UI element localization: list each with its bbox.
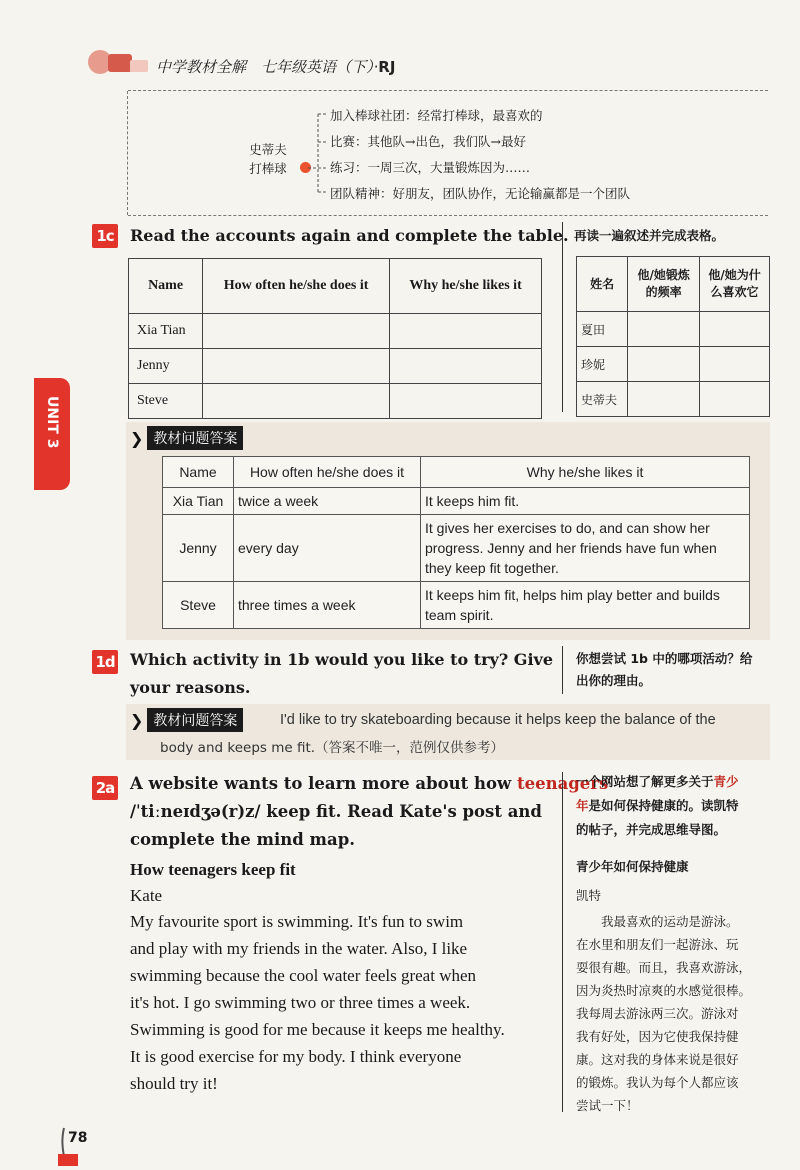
post-body <box>130 908 505 1097</box>
instruction-2a-cn-line3: 的帖子，并完成思维导图。 <box>576 822 727 837</box>
table-header: How often he/she does it <box>203 259 390 314</box>
blank-cell[interactable] <box>628 382 700 417</box>
post-body-cn <box>576 910 751 1117</box>
table-header: 他/她锻炼的频率 <box>628 257 700 312</box>
mind-map-branch: 团队精神：好朋友，团队协作，无论输赢都是一个团队 <box>330 186 631 201</box>
post-line-cn: 耍很有趣。而且，我喜欢游泳， <box>576 960 752 975</box>
table-header: Why he/she likes it <box>421 457 750 488</box>
post-line: should try it! <box>130 1074 218 1093</box>
table-cell: Xia Tian <box>129 314 203 349</box>
table-row <box>129 349 542 384</box>
table-cell: Jenny <box>129 349 203 384</box>
table-cell: three times a week <box>234 582 421 629</box>
table-header: Why he/she likes it <box>390 259 542 314</box>
question-1d-cn-line1: 你想尝试 1b 中的哪项活动？给 <box>576 651 753 666</box>
mind-map-branch: 练习：一周三次，大量锻炼因为…… <box>330 160 531 175</box>
instruction-2a-line1: A website wants to learn more about how <box>130 774 517 793</box>
table-header: Name <box>129 259 203 314</box>
mind-map-center <box>238 140 298 178</box>
column-divider <box>562 222 563 412</box>
instruction-2a-cn-line2: 是如何保持健康的。读凯特 <box>588 798 739 813</box>
exercise-table-1c <box>128 258 542 419</box>
post-line-cn: 康。这对我的身体来说是很好 <box>576 1052 739 1067</box>
post-line-cn: 在水里和朋友们一起游泳、玩 <box>576 937 739 952</box>
post-line: Swimming is good for me because it keeps me healthy. <box>130 1020 505 1039</box>
post-author-cn: 凯特 <box>576 888 602 903</box>
question-1d-cn <box>576 648 752 692</box>
blank-cell[interactable] <box>203 349 390 384</box>
page-number: 78 <box>68 1130 88 1146</box>
instruction-2a-cn <box>576 770 739 842</box>
table-row <box>163 582 750 629</box>
instruction-2a <box>130 770 608 854</box>
table-row <box>163 515 750 582</box>
question-1d-line2: your reasons. <box>130 678 251 697</box>
highlight-word: 年 <box>576 798 589 813</box>
post-line-cn: 我每周去游泳两三次。游泳对 <box>576 1006 739 1021</box>
section-tag-1c: 1c <box>92 224 118 248</box>
blank-cell[interactable] <box>700 347 770 382</box>
highlight-word: 青少 <box>713 774 739 789</box>
post-line: and play with my friends in the water. Also, I like <box>130 939 468 958</box>
table-row <box>577 382 770 417</box>
table-cell: Xia Tian <box>163 488 234 515</box>
post-author: Kate <box>130 886 163 905</box>
blank-cell[interactable] <box>700 382 770 417</box>
blank-cell[interactable] <box>203 384 390 419</box>
mind-map-branch: 加入棒球社团：经常打棒球，最喜欢的 <box>330 108 543 123</box>
column-divider <box>562 646 563 694</box>
table-cell: every day <box>234 515 421 582</box>
table-header: How often he/she does it <box>234 457 421 488</box>
answer-label-1c <box>130 426 243 450</box>
table-cell: twice a week <box>234 488 421 515</box>
post-line: swimming because the cool water feels great when <box>130 966 477 985</box>
post-line-cn: 尝试一下！ <box>576 1098 639 1113</box>
post-line: It is good exercise for my body. I think everyone <box>130 1047 462 1066</box>
section-tag-2a: 2a <box>92 776 118 800</box>
answer-1d-line2: body and keeps me fit.（答案不唯一，范例仅供参考） <box>160 740 505 756</box>
table-header: 他/她为什么喜欢它 <box>700 257 770 312</box>
answer-table-1c <box>162 456 750 629</box>
answer-1d-line1: I'd like to try skateboarding because it helps keep the balance of the <box>280 712 716 728</box>
answer-tag: 教材问题答案 <box>147 708 243 732</box>
column-divider <box>562 772 563 1112</box>
question-1d <box>130 646 553 702</box>
mind-map-bracket <box>306 104 330 200</box>
table-row <box>163 488 750 515</box>
blank-cell[interactable] <box>628 312 700 347</box>
table-cell: It keeps him fit. <box>421 488 750 515</box>
mind-map-center-line2: 打棒球 <box>249 161 287 176</box>
table-cell: Jenny <box>163 515 234 582</box>
table-row <box>129 314 542 349</box>
blank-cell[interactable] <box>390 384 542 419</box>
instruction-2a-cn-line1: 一个网站想了解更多关于 <box>576 774 714 789</box>
question-1d-cn-line2: 出你的理由。 <box>576 673 652 688</box>
post-line-cn: 我有好处，因为它使我保持健 <box>576 1029 739 1044</box>
header-title: 中学教材全解 七年级英语（下）· <box>156 58 379 76</box>
answer-label-1d <box>130 708 243 732</box>
highlight-word: teenagers <box>516 774 609 793</box>
exercise-table-1c-cn <box>576 256 770 417</box>
table-cell: 史蒂夫 <box>577 382 628 417</box>
chevron-right-icon: ❯ <box>130 428 144 448</box>
answer-tag: 教材问题答案 <box>147 426 243 450</box>
blank-cell[interactable] <box>390 314 542 349</box>
blank-cell[interactable] <box>700 312 770 347</box>
chevron-right-icon: ❯ <box>130 710 144 730</box>
blank-cell[interactable] <box>390 349 542 384</box>
table-cell: It keeps him fit, helps him play better and builds team spirit. <box>421 582 750 629</box>
post-title-cn: 青少年如何保持健康 <box>576 859 689 874</box>
post-line: My favourite sport is swimming. It's fun to swim <box>130 912 464 931</box>
post-line-cn: 我最喜欢的运动是游泳。 <box>576 914 739 929</box>
table-row <box>577 312 770 347</box>
section-tag-1d: 1d <box>92 650 118 674</box>
blank-cell[interactable] <box>628 347 700 382</box>
unit-side-tab <box>34 378 70 490</box>
instruction-1c: Read the accounts again and complete the table. <box>130 226 569 245</box>
post-title: How teenagers keep fit <box>130 860 296 879</box>
table-cell: Steve <box>163 582 234 629</box>
post-line: it's hot. I go swimming two or three times a week. <box>130 993 471 1012</box>
header-edition: RJ <box>378 58 396 76</box>
table-cell: 珍妮 <box>577 347 628 382</box>
table-cell: 夏田 <box>577 312 628 347</box>
table-cell: Steve <box>129 384 203 419</box>
unit-label: UNIT 3 <box>44 396 60 449</box>
table-row <box>577 347 770 382</box>
instruction-2a-line3: complete the mind map. <box>130 830 355 849</box>
question-1d-line1: Which activity in 1b would you like to try? Give <box>130 650 553 669</box>
mind-map-branch: 比赛：其他队→出色，我们队→最好 <box>330 134 526 149</box>
blank-cell[interactable] <box>203 314 390 349</box>
publisher-logo <box>86 44 150 80</box>
table-header: Name <box>163 457 234 488</box>
table-header: 姓名 <box>577 257 628 312</box>
post-line-cn: 的锻炼。我认为每个人都应该 <box>576 1075 739 1090</box>
post-line-cn: 因为炎热时凉爽的水感觉很棒。 <box>576 983 752 998</box>
instruction-2a-line2: /ˈtiːneɪdʒə(r)z/ keep fit. Read Kate's post and <box>130 802 542 821</box>
page-header <box>156 56 395 77</box>
instruction-1c-cn: 再读一遍叙述并完成表格。 <box>574 228 725 243</box>
table-cell: It gives her exercises to do, and can show her progress. Jenny and her friends have fun when they keep fit together. <box>421 515 750 582</box>
mind-map-center-line1: 史蒂夫 <box>249 142 287 157</box>
table-row <box>129 384 542 419</box>
